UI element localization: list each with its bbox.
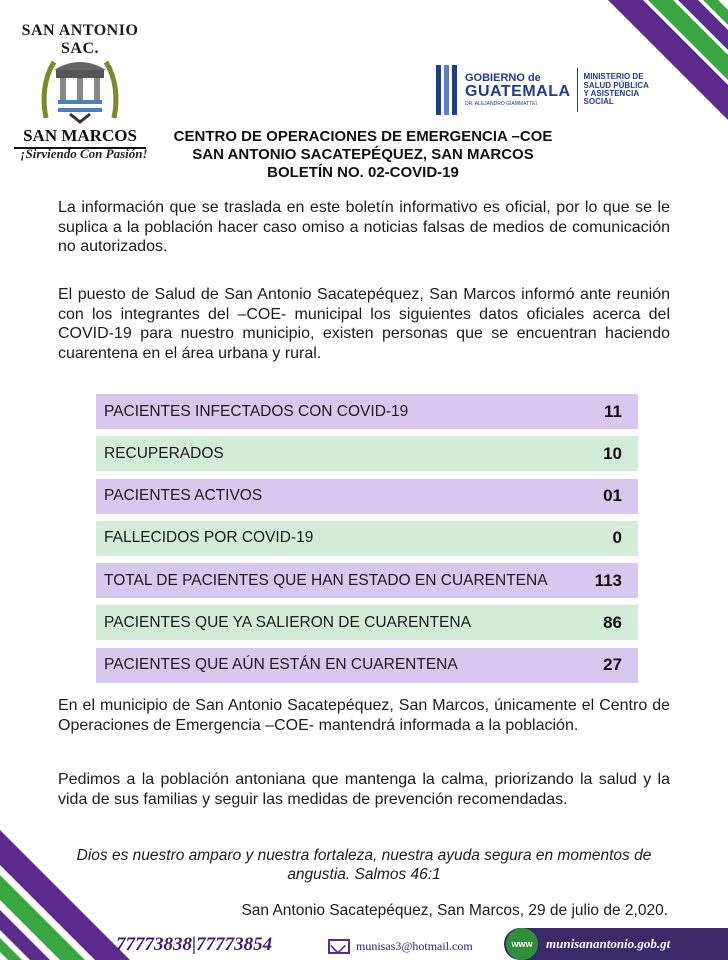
website-badge[interactable] xyxy=(504,928,728,960)
header-line-3: BOLETÍN NO. 02-COVID-19 xyxy=(267,164,459,181)
gov-divider xyxy=(577,68,578,112)
dateline: San Antonio Sacatepéquez, San Marcos, 29 de julio de 2,020. xyxy=(241,902,668,919)
stats-label: TOTAL DE PACIENTES QUE HAN ESTADO EN CUARENTENA xyxy=(104,571,548,589)
stats-label: PACIENTES QUE YA SALIERON DE CUARENTENA xyxy=(104,613,471,631)
covid-stats-table xyxy=(96,394,638,690)
stats-row xyxy=(96,436,638,471)
stats-label: RECUPERADOS xyxy=(104,444,224,462)
logo-motto: ¡Sirviendo Con Pasión! xyxy=(20,146,148,161)
municipal-seal-icon xyxy=(40,48,120,126)
header-line-2: SAN ANTONIO SACATEPÉQUEZ, SAN MARCOS xyxy=(192,146,534,163)
paragraph-official-info: La información que se traslada en este boletín informativo es oficial, por lo que se le suplica a la población hacer caso omiso a noticias falsas de medios de comunicación no autorizados. xyxy=(58,199,670,255)
footer xyxy=(0,924,728,960)
stats-value: 01 xyxy=(603,486,622,506)
email-contact[interactable] xyxy=(328,939,473,954)
stats-value: 11 xyxy=(604,401,622,421)
stats-value: 10 xyxy=(603,443,622,463)
globe-icon: www xyxy=(506,928,538,960)
stats-value: 86 xyxy=(603,612,622,632)
municipal-logo xyxy=(14,22,146,164)
stats-row xyxy=(96,521,638,556)
paragraph-health-report: El puesto de Salud de San Antonio Sacatepéquez, San Marcos informó ante reunión con los integrantes del –COE- municipal los siguientes datos oficiales acerca del COVID-19 para nuestro municipio, existen personas que se encuentran haciendo cuarentena en el área urbana y rural. xyxy=(58,286,670,362)
stats-label: PACIENTES INFECTADOS CON COVID-19 xyxy=(104,402,409,420)
stats-label: FALLECIDOS POR COVID-19 xyxy=(104,529,314,547)
gov-line3: DR. ALEJANDRO GIAMMATTEI xyxy=(465,101,537,107)
logo-arc-text: SAN ANTONIO SAC. xyxy=(21,22,139,57)
bible-quote: Dios es nuestro amparo y nuestra fortaleza, nuestra ayuda segura en momentos de angustia. Salmos 46:1 xyxy=(76,847,652,883)
phone-numbers[interactable]: 77773838|77773854 xyxy=(116,934,273,955)
paragraph-coe-info: En el municipio de San Antonio Sacatepéquez, San Marcos, únicamente el Centro de Operaciones de Emergencia –COE- mantendrá informada a la población. xyxy=(58,697,670,734)
stats-label: PACIENTES QUE AÚN ESTÁN EN CUARENTENA xyxy=(104,656,458,674)
stats-value: 27 xyxy=(603,655,622,675)
stats-label: PACIENTES ACTIVOS xyxy=(104,487,263,505)
logo-name: SAN MARCOS xyxy=(14,126,146,149)
stats-value: 113 xyxy=(594,570,622,590)
stats-value: 0 xyxy=(612,528,622,548)
government-logo xyxy=(436,62,654,118)
header-line-1: CENTRO DE OPERACIONES DE EMERGENCIA –COE xyxy=(173,128,553,145)
envelope-icon xyxy=(328,939,350,954)
stats-row xyxy=(96,605,638,640)
stats-row xyxy=(96,648,638,683)
stats-row xyxy=(96,563,638,598)
bulletin-header xyxy=(148,128,578,182)
paragraph-calm-request: Pedimos a la población antoniana que mantenga la calma, priorizando la salud y la vida de sus familias y seguir las medidas de prevención recomendadas. xyxy=(58,771,670,808)
stats-row xyxy=(96,394,638,429)
gov-line1: GOBIERNO de xyxy=(465,72,541,84)
gov-bars-icon xyxy=(436,65,457,115)
stats-row xyxy=(96,479,638,514)
gov-line2: GUATEMALA xyxy=(465,83,571,100)
website-url[interactable]: munisanantonio.gob.gt xyxy=(546,936,671,951)
email-address[interactable]: munisas3@hotmail.com xyxy=(356,939,473,953)
ministry-name: MINISTERIO DE SALUD PÚBLICA Y ASISTENCIA SOCIAL xyxy=(583,72,649,107)
